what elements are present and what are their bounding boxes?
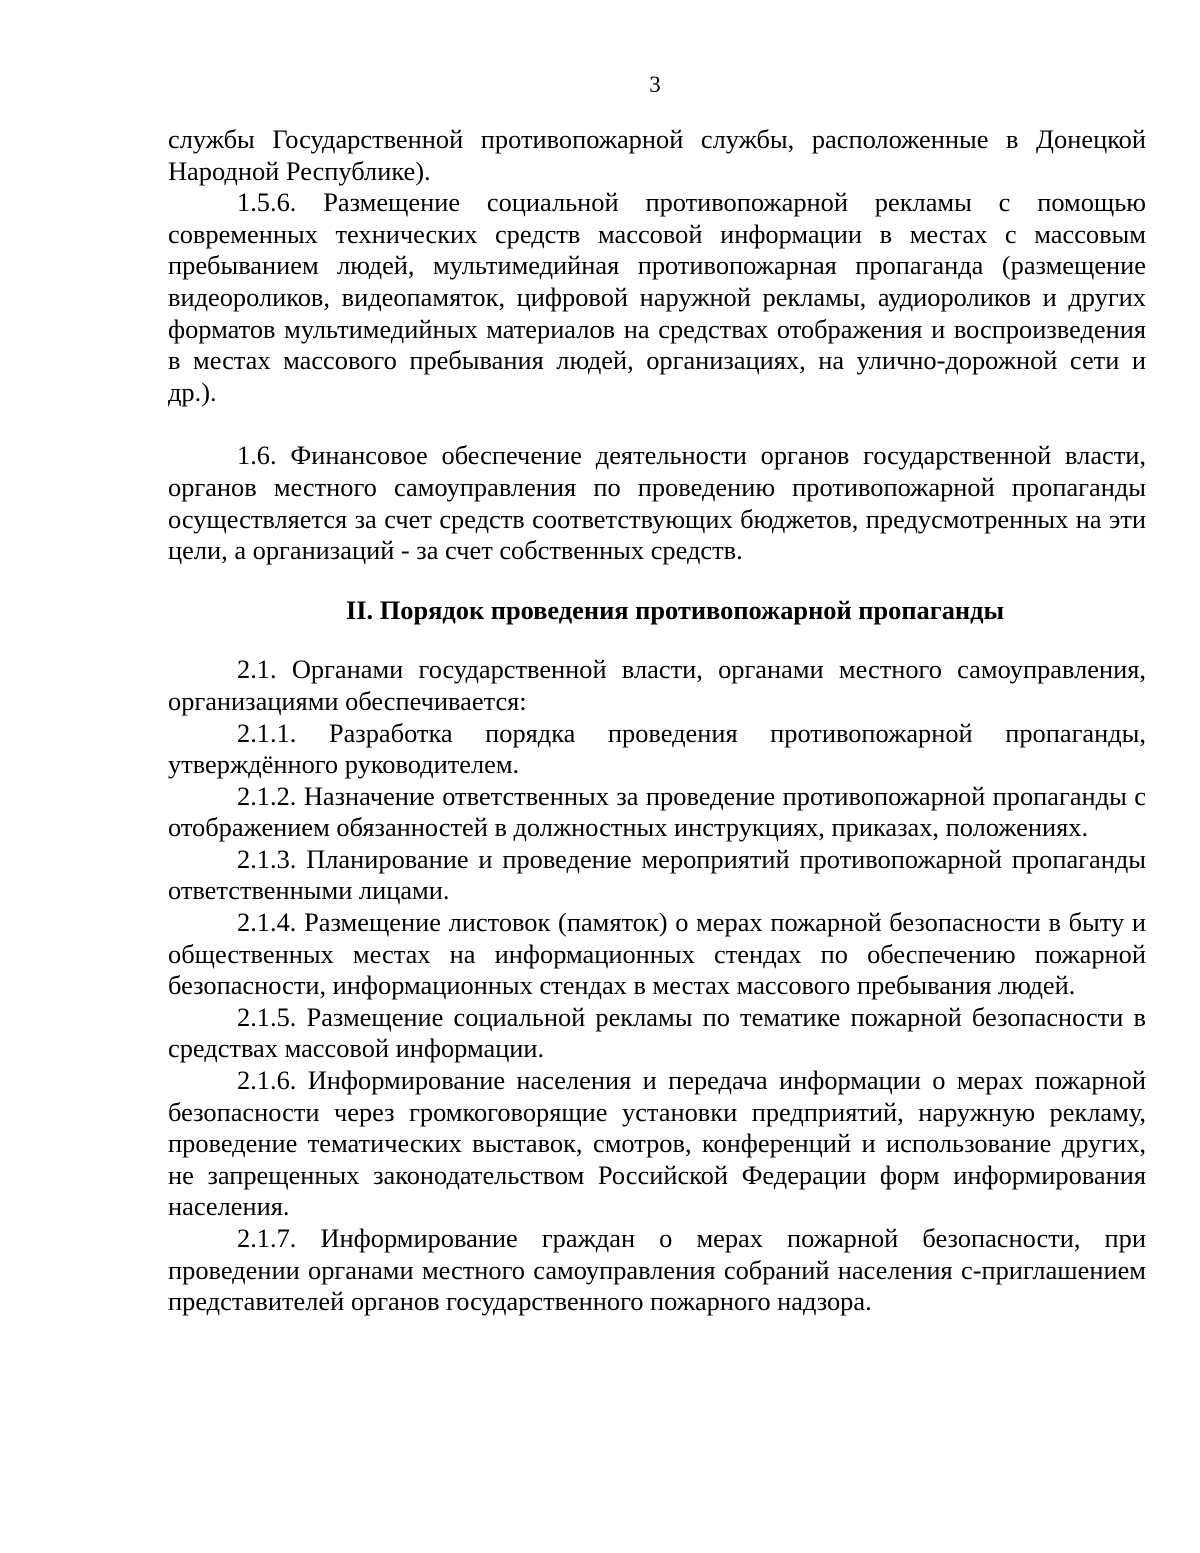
paragraph-2-1-6: 2.1.6. Информирование населения и передача информации о мерах пожарной безопасности через громкоговорящие установки предприятий, наружную рекламу, проведение тематических выставок, смотров, конференций и использование других, не запрещенных законодательством Российской Федерации форм информирования населения. [168, 1065, 1146, 1222]
section-heading: II. Порядок проведения противопожарной пропаганды [346, 594, 1005, 625]
paragraph-2-1-7: 2.1.7. Информирование граждан о мерах пожарной безопасности, при проведении органами местного самоуправления собраний населения с-приглашением представителей органов государственного пожарного надзора. [168, 1223, 1146, 1317]
paragraph-2-1-1: 2.1.1. Разработка порядка проведения противопожарной пропаганды, утверждённого руководителем. [168, 717, 1146, 780]
page-number: 3 [649, 72, 661, 97]
paragraph-1-5-6: 1.5.6. Размещение социальной противопожарной рекламы с помощью современных технических средств массовой информации в местах с массовым пребыванием людей, мультимедийная противопожарная пропаганда (размещение видеороликов, видеопамяток, цифровой наружной рекламы, аудиороликов и других форматов мультимедийных материалов на средствах отображения и воспроизведения в местах массового пребывания людей, организациях, на улично-дорожной сети и др.). [168, 187, 1146, 407]
paragraph-2-1-2: 2.1.2. Назначение ответственных за проведение противопожарной пропаганды с отображением обязанностей в должностных инструкциях, приказах, положениях. [168, 780, 1146, 843]
paragraph-2-1-4: 2.1.4. Размещение листовок (памяток) о мерах пожарной безопасности в быту и общественных местах на информационных стендах по обеспечению пожарной безопасности, информационных стендах в местах массового пребывания людей. [168, 907, 1146, 1001]
paragraph-continuation: службы Государственной противопожарной службы, расположенные в Донецкой Народной Республике). [168, 124, 1146, 186]
paragraph-2-1-5: 2.1.5. Размещение социальной рекламы по тематике пожарной безопасности в средствах массовой информации. [168, 1001, 1146, 1064]
paragraph-2-1: 2.1. Органами государственной власти, органами местного самоуправления, организациями обеспечивается: [168, 654, 1146, 716]
document-body [168, 124, 1146, 1318]
paragraph-1-6: 1.6. Финансовое обеспечение деятельности органов государственной власти, органов местного самоуправления по проведению противопожарной пропаганды осуществляется за счет средств соответствующих бюджетов, предусмотренных на эти цели, а организаций - за счет собственных средств. [168, 440, 1146, 566]
paragraph-2-1-3: 2.1.3. Планирование и проведение мероприятий противопожарной пропаганды ответственными лицами. [168, 843, 1146, 906]
